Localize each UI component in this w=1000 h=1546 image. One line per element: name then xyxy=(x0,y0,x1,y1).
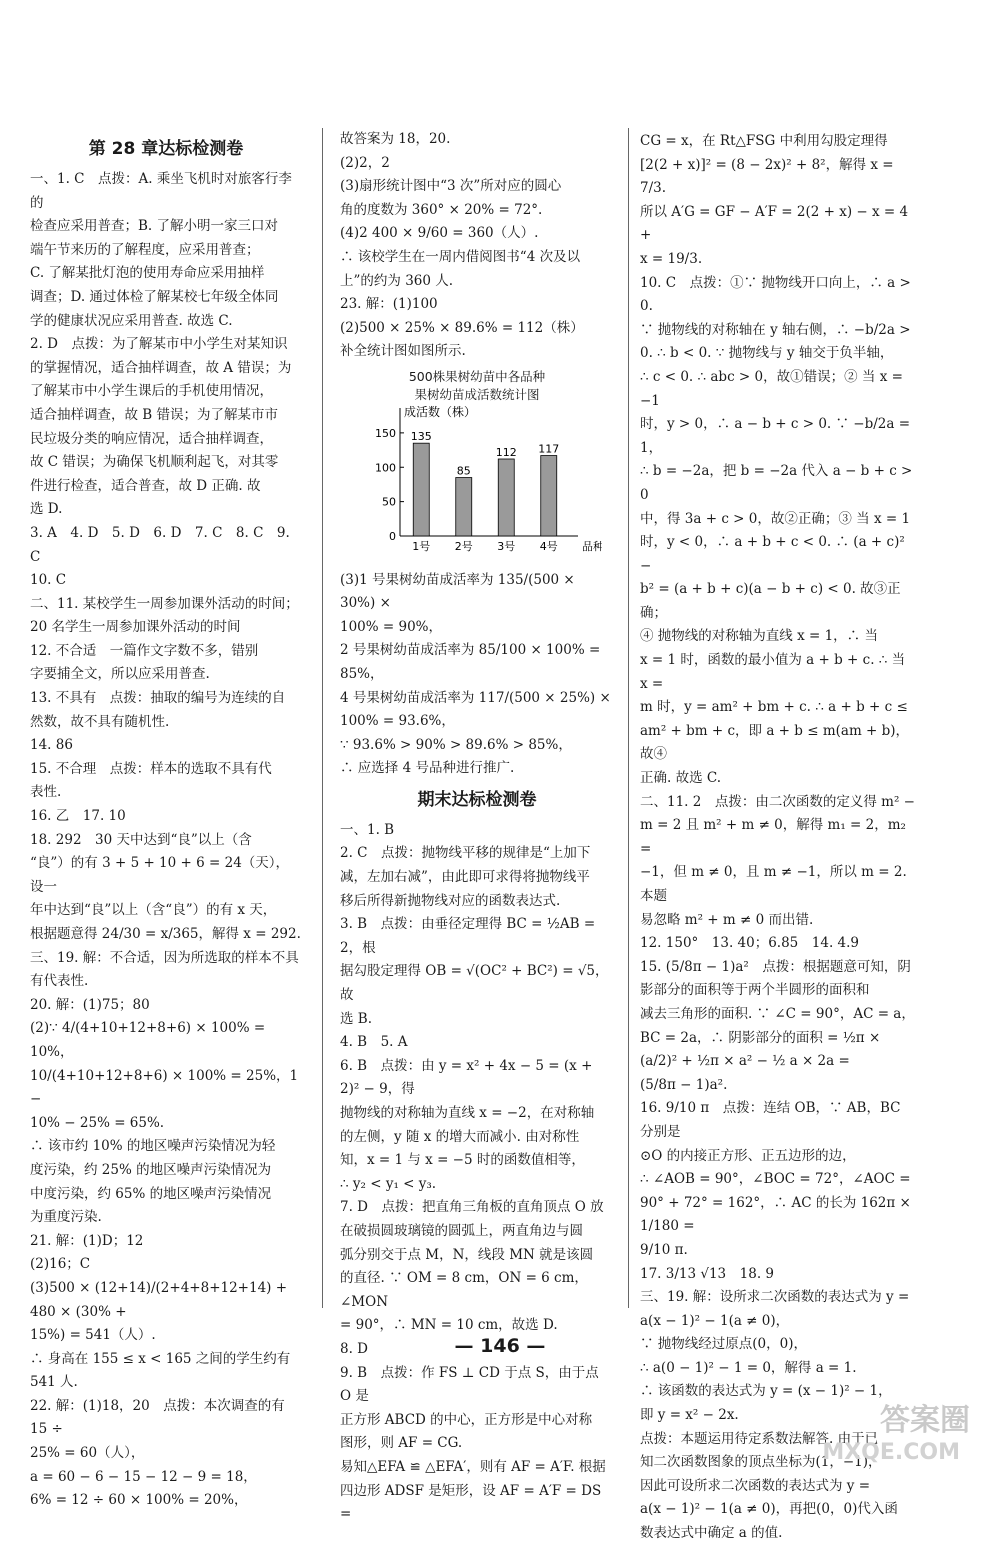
text-line: (4)2 400 × 9/60 = 360（人）. xyxy=(340,225,539,242)
text-line: 检查应采用普查；B. 了解小明一家三口对 xyxy=(30,218,279,235)
text-line: 弧分别交于点 M，N，线段 MN 就是该圆 xyxy=(340,1246,594,1263)
chapter-title: 第 28 章达标检测卷 xyxy=(88,139,244,159)
text-line: 角的度数为 360° × 20% = 72°. xyxy=(340,201,543,218)
text-line: 一、1. C 点拨：A. 乘坐飞机时对旅客行李的 xyxy=(30,171,292,211)
x-tick-label: 3号 xyxy=(497,539,516,553)
text-line: BC = 2a，∴ 阴影部分的面积 = ½π × xyxy=(640,1029,881,1046)
text-line: x = 1 时，函数的最小值为 a + b + c. ∴ 当 x = xyxy=(640,652,906,692)
text-line: 然数，故不具有随机性. xyxy=(30,713,170,730)
x-tick-label: 2号 xyxy=(454,539,473,553)
text-line: 13. 不具有 点拨：抽取的编号为连续的自 xyxy=(30,690,286,707)
text-line: 时，y < 0，∴ a + b + c < 0. ∴ (a + c)² − xyxy=(640,534,905,574)
text-line: 的直径. ∵ OM = 8 cm，ON = 6 cm，∠MON xyxy=(340,1270,588,1310)
chart-title-line-2: 果树幼苗成活数统计图 xyxy=(414,386,540,402)
text-line: ∴ 该市约 10% 的地区噪声污染情况为轻 xyxy=(30,1138,276,1155)
text-line: 6. B 点拨：由 y = x² + 4x − 5 = (x + 2)² − 9，得 xyxy=(340,1057,593,1098)
text-line: 度污染，约 25% 的地区噪声污染情况为 xyxy=(30,1161,272,1178)
text-line: 4. B 5. A xyxy=(340,1034,408,1051)
text-line: ∴ a(0 − 1)² − 1 = 0，解得 a = 1. xyxy=(640,1359,857,1376)
text-line: 10/(4+10+12+8+6) × 100% = 25%，1 − xyxy=(30,1067,299,1108)
y-tick-label: 150 xyxy=(375,426,396,440)
text-line: a(x − 1)² − 1(a ≠ 0)，再把(0，0)代入函 xyxy=(640,1501,898,1518)
text-line: 正方形 ABCD 的中心，正方形是中心对称 xyxy=(340,1411,593,1428)
text-line: (2)500 × 25% × 89.6% = 112（株） xyxy=(340,319,584,336)
text-line: 了解某市中小学生课后的手机使用情况， xyxy=(30,383,273,400)
text-line: ∴ 该校学生在一周内借阅图书“4 次及以 xyxy=(340,248,581,265)
text-line: 12. 150° 13. 40；6.85 14. 4.9 xyxy=(640,935,860,952)
text-line: 23. 解：(1)100 xyxy=(340,296,438,313)
text-line: 的掌握情况，适合抽样调查，故 A 错误；为 xyxy=(30,359,292,376)
chart-title-line-1: 500株果树幼苗中各品种 xyxy=(408,368,546,384)
x-tick-label: 4号 xyxy=(539,539,558,553)
text-line: [2(2 + x)]² = (8 − 2x)² + 8²，解得 x = 7/3. xyxy=(640,156,894,197)
text-line: 10. C xyxy=(30,572,67,589)
text-line: 适合抽样调查，故 B 错误；为了解某市市 xyxy=(30,406,279,423)
text-line: 影部分的面积等于两个半圆形的面积和 xyxy=(640,982,870,999)
watermark-logo: 答案圈 xyxy=(880,1403,970,1438)
column-2-middle-lines xyxy=(340,569,614,781)
column-3-lines xyxy=(640,130,916,1546)
text-line: 2 号果树幼苗成活率为 85/100 × 100% = 85%， xyxy=(340,642,601,682)
text-line: 6% = 12 ÷ 60 × 100% = 20%， xyxy=(30,1492,248,1509)
text-line: 3. B 点拨：由垂径定理得 BC = ½AB = 2，根 xyxy=(340,916,596,956)
text-line: ∴ 应选择 4 号品种进行推广. xyxy=(340,760,515,777)
text-line: (2)2，2 xyxy=(340,154,390,171)
text-line: 补全统计图如图所示. xyxy=(340,343,466,360)
text-line: 2. C 点拨：抛物线平移的规律是“上加下 xyxy=(340,845,591,862)
text-line: 有代表性. xyxy=(30,973,89,990)
text-line: 选 D. xyxy=(30,501,63,518)
text-line: a = 60 − 6 − 15 − 12 − 9 = 18， xyxy=(30,1468,257,1485)
final-exam-title: 期末达标检测卷 xyxy=(417,789,537,810)
bar-value-label: 85 xyxy=(456,464,471,478)
text-line: 15%) = 541（人）. xyxy=(30,1327,156,1344)
text-line: “良”）的有 3 + 5 + 10 + 6 = 24（天），设一 xyxy=(30,855,290,895)
text-line: (3)500 × (12+14)/(2+4+8+12+14) + 480 × (30% + xyxy=(30,1279,288,1320)
text-line: ∴ b = −2a，把 b = −2a 代入 a − b + c > 0 xyxy=(640,463,913,503)
text-line: 16. 9/10 π 点拨：连结 OB，∵ AB，BC 分别是 xyxy=(640,1100,901,1140)
column-divider xyxy=(322,128,323,1308)
text-line: ∴ c < 0. ∴ abc > 0，故①错误；② 当 x = −1 xyxy=(640,368,903,409)
text-line: 知二次函数图象的顶点坐标为(1，−1)， xyxy=(640,1454,882,1471)
text-line: 20. 解：(1)75；80 xyxy=(30,996,150,1013)
text-line: ∵ 抛物线的对称轴在 y 轴右侧，∴ −b/2a > xyxy=(640,321,911,338)
text-line: 90° + 72° = 162°，∴ AC 的长为 162π × 1/180 = xyxy=(640,1194,911,1235)
chart-svg xyxy=(362,404,602,554)
bar-value-label: 112 xyxy=(495,445,517,459)
column-1-lines xyxy=(30,168,302,1513)
text-line: 2. D 点拨：为了解某市中小学生对某知识 xyxy=(30,336,288,353)
text-line: 上”的约为 360 人. xyxy=(340,272,454,289)
column-2-top-lines xyxy=(340,128,614,364)
text-line: 即 y = x² − 2x. xyxy=(640,1407,739,1424)
page-number: — 146 — xyxy=(454,1335,546,1357)
text-line: 14. 86 xyxy=(30,737,73,754)
text-line: ⊙O 的内接正方形、正五边形的边， xyxy=(640,1147,856,1164)
text-line: 18. 292 30 天中达到“良”以上（含 xyxy=(30,831,252,848)
text-line: 7. D 点拨：把直角三角板的直角顶点 O 放 xyxy=(340,1199,604,1216)
text-line: 15. 不合理 点拨：样本的选取不具有代 xyxy=(30,760,272,777)
text-line: 三、19. 解：设所求二次函数的表达式为 y = xyxy=(640,1289,910,1306)
text-line: 年中达到“良”以上（含“良”）的有 x 天， xyxy=(30,902,277,919)
text-line: 100% = 90%， xyxy=(340,618,442,635)
text-line: 三、19. 解：不合适，因为所选取的样本不具 xyxy=(30,949,299,966)
text-line: C. 了解某批灯泡的使用寿命应采用抽样 xyxy=(30,265,265,282)
bar-value-label: 135 xyxy=(410,430,432,444)
text-line: 学的健康状况应采用普查. 故选 C. xyxy=(30,312,233,329)
text-line: 因此可设所求二次函数的表达式为 y = xyxy=(640,1477,871,1494)
text-line: 图形，则 AF = CG. xyxy=(340,1435,463,1452)
text-line: 数表达式中确定 a 的值. xyxy=(640,1525,783,1542)
text-line: 10. C 点拨：①∵ 抛物线开口向上，∴ a > 0. xyxy=(640,274,911,315)
column-2 xyxy=(340,128,614,1527)
text-line: (3)扇形统计图中“3 次”所对应的圆心 xyxy=(340,178,562,195)
text-line: 移后所得新抛物线对应的函数表达式. xyxy=(340,892,561,909)
text-line: 民垃圾分类的响应情况，适合抽样调查， xyxy=(30,430,273,447)
text-line: 16. 乙 17. 10 xyxy=(30,808,126,825)
bar xyxy=(413,443,429,536)
text-line: 9/10 π. xyxy=(640,1241,688,1258)
text-line: 541 人. xyxy=(30,1374,78,1391)
text-line: 调查；D. 通过体检了解某校七年级全体同 xyxy=(30,288,279,305)
x-axis-label: 品种 xyxy=(582,539,602,553)
text-line: 知，x = 1 与 x = −5 时的函数值相等， xyxy=(340,1152,585,1169)
text-line: 25% = 60（人）， xyxy=(30,1445,145,1462)
text-line: 据勾股定理得 OB = √(OC² + BC²) = √5，故 xyxy=(340,963,609,1004)
bar xyxy=(456,478,472,536)
text-line: 根据题意得 24/30 = x/365，解得 x = 292. xyxy=(30,926,301,942)
text-line: 9. B 点拨：作 FS ⊥ CD 于点 S，由于点 O 是 xyxy=(340,1364,599,1405)
text-line: 3. A 4. D 5. D 6. D 7. C 8. C 9. C xyxy=(30,524,290,565)
text-line: ∵ 93.6% > 90% > 89.6% > 85%， xyxy=(340,736,572,753)
text-line: 4 号果树幼苗成活率为 117/(500 × 25%) × xyxy=(340,689,611,706)
text-line: ④ 抛物线的对称轴为直线 x = 1，∴ 当 xyxy=(640,628,878,645)
column-3 xyxy=(640,130,916,1546)
text-line: 8. D xyxy=(340,1340,368,1357)
text-line: 正确. 故选 C. xyxy=(640,770,722,787)
text-line: 的左侧，y 随 x 的增大而减小. 由对称性 xyxy=(340,1128,580,1145)
text-line: 时，y > 0，∴ a − b + c > 0. ∵ −b/2a = 1， xyxy=(640,416,911,456)
text-line: ∴ 身高在 155 ≤ x < 165 之间的学生约有 xyxy=(30,1350,291,1367)
text-line: 20 名学生一周参加课外活动的时间 xyxy=(30,619,241,636)
y-axis-label: 成活数（株） xyxy=(404,404,477,419)
text-line: 点拨：本题运用待定系数法解答. 由于已 xyxy=(640,1430,879,1447)
text-line: 抛物线的对称轴为直线 x = −2，在对称轴 xyxy=(340,1105,595,1121)
watermark-url: MXQE.COM xyxy=(822,1440,960,1465)
text-line: = 90°，∴ MN = 10 cm，故选 D. xyxy=(340,1317,558,1334)
text-line: (5/8π − 1)a². xyxy=(640,1076,728,1093)
column-1 xyxy=(30,130,302,1513)
text-line: m = 2 且 m² + m ≠ 0，解得 m₁ = 2，m₂ = xyxy=(640,817,906,857)
text-line: 10% − 25% = 65%. xyxy=(30,1114,165,1131)
column-2-bottom-lines xyxy=(340,819,614,1527)
text-line: 二、11. 某校学生一周参加课外活动的时间； xyxy=(30,595,299,612)
x-tick-label: 1号 xyxy=(412,539,431,553)
text-line: 0. ∴ b < 0. ∵ 抛物线与 y 轴交于负半轴， xyxy=(640,345,894,362)
text-line: 件进行检查，适合普查，故 D 正确. 故 xyxy=(30,477,261,494)
text-line: x = 19/3. xyxy=(640,250,703,267)
text-line: CG = x，在 Rt△FSG 中利用勾股定理得 xyxy=(640,133,888,149)
bar-chart xyxy=(362,368,614,563)
text-line: 易知△EFA ≌ △EFA′，则有 AF = A′F. 根据 xyxy=(340,1458,606,1475)
text-line: 减去三角形的面积. ∵ ∠C = 90°，AC = a， xyxy=(640,1005,915,1022)
y-tick-label: 50 xyxy=(382,495,396,509)
text-line: 22. 解：(1)18，20 点拨：本次调查的有 15 ÷ xyxy=(30,1397,285,1438)
y-tick-label: 0 xyxy=(389,529,396,543)
text-line: 12. 不合适 一篇作文字数不多，错别 xyxy=(30,642,259,659)
text-line: 100% = 93.6%， xyxy=(340,713,455,730)
text-line: 易忽略 m² + m ≠ 0 而出错. xyxy=(640,911,814,928)
text-line: 21. 解：(1)D；12 xyxy=(30,1232,144,1249)
text-line: 17. 3/13 √13 18. 9 xyxy=(640,1265,774,1282)
text-line: 二、11. 2 点拨：由二次函数的定义得 m² − xyxy=(640,793,915,810)
text-line: 四边形 ADSF 是矩形，设 AF = A′F = DS = xyxy=(340,1482,602,1523)
text-line: m 时，y = am² + bm + c. ∴ a + b + c ≤ xyxy=(640,699,908,716)
column-divider xyxy=(628,128,629,1308)
text-line: (a/2)² + ½π × a² − ½ a × 2a = xyxy=(640,1053,850,1070)
text-line: 表性. xyxy=(30,784,62,801)
text-line: b² = (a + b + c)(a − b + c) < 0. 故③正确； xyxy=(640,581,901,621)
bar-value-label: 117 xyxy=(538,442,560,456)
text-line: 中度污染，约 65% 的地区噪声污染情况 xyxy=(30,1185,272,1202)
text-line: 故答案为 18，20. xyxy=(340,131,451,147)
text-line: 中，得 3a + c > 0，故②正确；③ 当 x = 1 xyxy=(640,510,911,527)
text-line: ∴ y₂ < y₁ < y₃. xyxy=(340,1175,437,1192)
text-line: am² + bm + c，即 a + b ≤ m(am + b)，故④ xyxy=(640,722,910,763)
text-line: 一、1. B xyxy=(340,821,395,838)
text-line: (3)1 号果树幼苗成活率为 135/(500 × 30%) × xyxy=(340,571,575,612)
text-line: (2)∵ 4/(4+10+12+8+6) × 100% = 10%， xyxy=(30,1020,266,1060)
text-line: ∵ 抛物线经过原点(0，0)， xyxy=(640,1336,808,1353)
text-line: 字要捕全文，所以应采用普查. xyxy=(30,666,210,683)
text-line: 端午节来历的了解程度，应采用普查； xyxy=(30,241,260,258)
text-line: ∴ 该函数的表达式为 y = (x − 1)² − 1， xyxy=(640,1383,892,1400)
text-line: 减，左加右减”，由此即可求得将抛物线平 xyxy=(340,869,590,886)
text-line: a(x − 1)² − 1(a ≠ 0)， xyxy=(640,1312,790,1329)
text-line: ∴ ∠AOB = 90°，∠BOC = 72°，∠AOC = xyxy=(640,1171,911,1188)
text-line: 所以 A′G = GF − A′F = 2(2 + x) − x = 4 + xyxy=(640,203,909,244)
bar xyxy=(498,459,514,536)
y-tick-label: 100 xyxy=(375,461,396,475)
text-line: −1，但 m ≠ 0，且 m ≠ −1，所以 m = 2. 本题 xyxy=(640,864,907,904)
page-edge-strip xyxy=(0,120,8,1320)
bar xyxy=(541,456,557,536)
text-line: (2)16；C xyxy=(30,1256,91,1273)
text-line: 为重度污染. xyxy=(30,1209,102,1226)
text-line: 在破损圆玻璃镜的圆弧上，两直角边与圆 xyxy=(340,1222,583,1239)
text-line: 选 B. xyxy=(340,1010,373,1027)
text-line: 15. (5/8π − 1)a² 点拨：根据题意可知，阴 xyxy=(640,958,911,975)
text-line: 故 C 错误；为确保飞机顺利起飞，对其零 xyxy=(30,454,279,471)
